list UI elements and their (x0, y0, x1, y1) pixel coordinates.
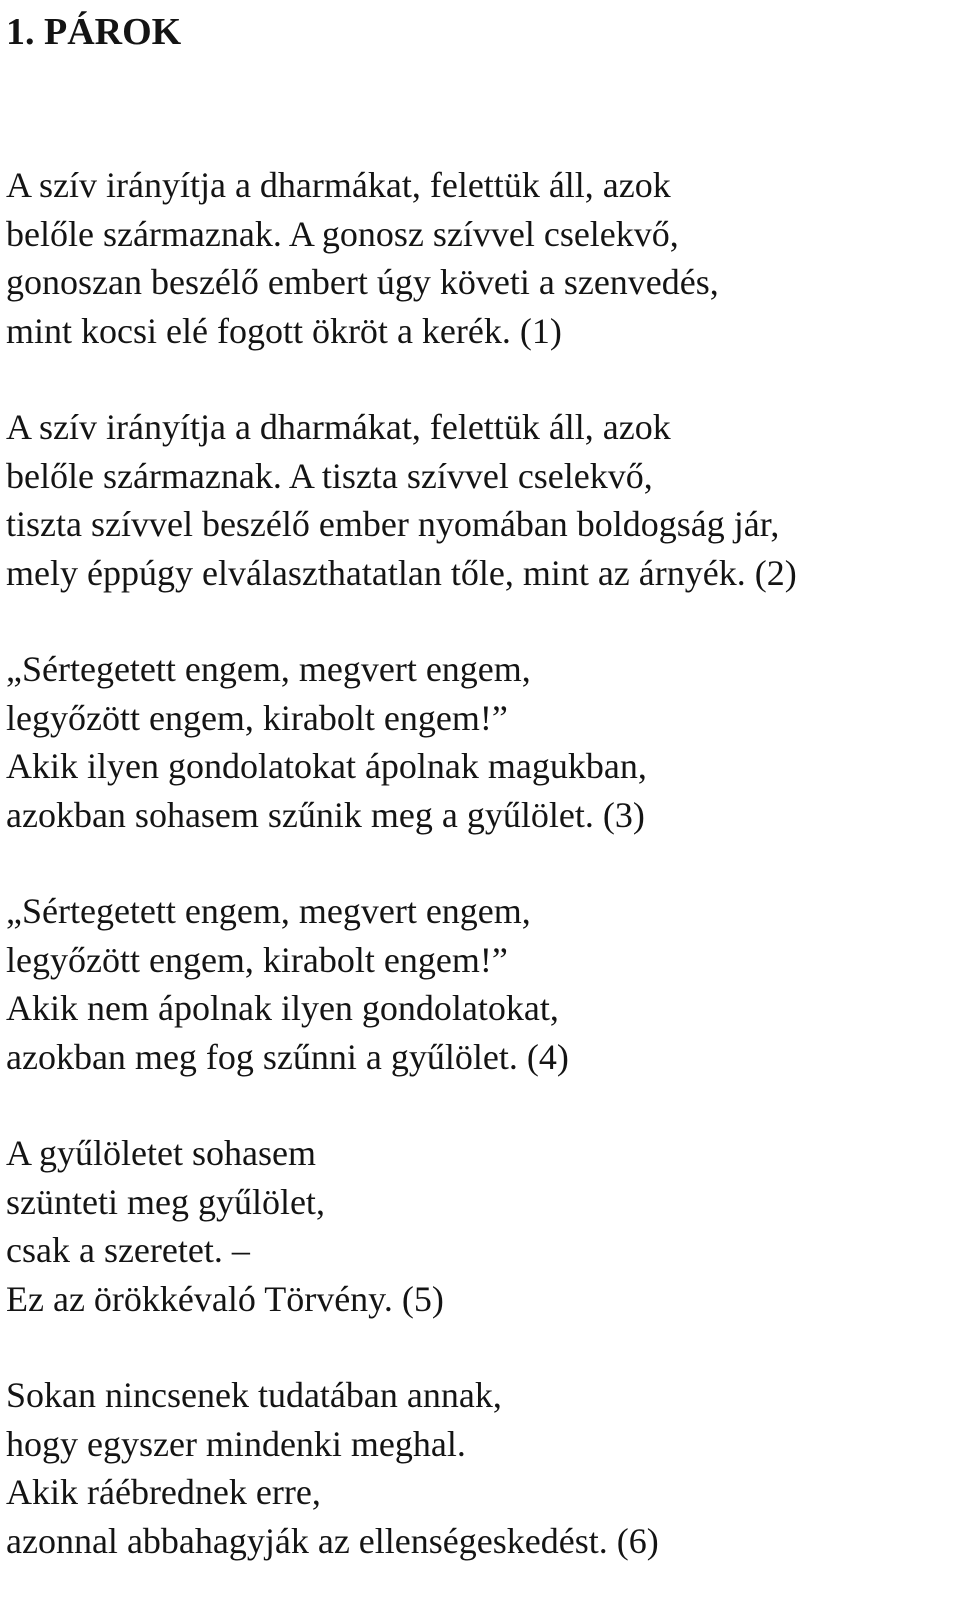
verse-line: szünteti meg gyűlölet, (6, 1181, 325, 1222)
verse-line: „Sértegetett engem, megvert engem, (6, 891, 531, 931)
verse-2 (6, 403, 956, 597)
verse-line: azokban meg fog szűnni a gyűlölet. (4) (6, 1036, 569, 1077)
verse-line: hogy egyszer mindenki meghal. (6, 1423, 466, 1464)
verse-line: A szív irányítja a dharmákat, felettük áll, azok (6, 165, 671, 205)
verse-line: „Sértegetett engem, megvert engem, (6, 649, 531, 689)
verse-line: Akik ráébrednek erre, (6, 1472, 321, 1512)
verse-line: belőle származnak. A gonosz szívvel cselekvő, (6, 213, 679, 254)
verse-1 (6, 161, 956, 355)
verse-line: legyőzött engem, kirabolt engem!” (6, 939, 508, 980)
verse-line: azokban sohasem szűnik meg a gyűlölet. (3) (6, 794, 645, 835)
verse-3 (6, 645, 956, 839)
verse-line: Akik nem ápolnak ilyen gondolatokat, (6, 988, 559, 1028)
verse-6 (6, 1371, 956, 1565)
verse-line: A gyűlöletet sohasem (6, 1133, 316, 1173)
verse-line: azonnal abbahagyják az ellenségeskedést. (6) (6, 1520, 659, 1561)
document-page (6, 0, 956, 1565)
chapter-title: 1. PÁROK (6, 11, 182, 53)
verse-line: tiszta szívvel beszélő ember nyomában boldogság jár, (6, 504, 780, 544)
verse-line: mint kocsi elé fogott ökröt a kerék. (1) (6, 310, 562, 351)
verse-line: csak a szeretet. – (6, 1230, 250, 1270)
verse-line: belőle származnak. A tiszta szívvel cselekvő, (6, 455, 653, 496)
verse-line: A szív irányítja a dharmákat, felettük áll, azok (6, 407, 671, 447)
verse-line: mely éppúgy elválaszthatatlan tőle, mint az árnyék. (2) (6, 552, 797, 593)
verse-line: Ez az örökkévaló Törvény. (5) (6, 1278, 444, 1319)
verse-5 (6, 1129, 956, 1323)
verse-line: Sokan nincsenek tudatában annak, (6, 1375, 502, 1415)
verse-line: Akik ilyen gondolatokat ápolnak magukban, (6, 746, 647, 786)
verse-line: gonoszan beszélő embert úgy követi a szenvedés, (6, 262, 719, 302)
verse-4 (6, 887, 956, 1081)
verse-line: legyőzött engem, kirabolt engem!” (6, 697, 508, 738)
